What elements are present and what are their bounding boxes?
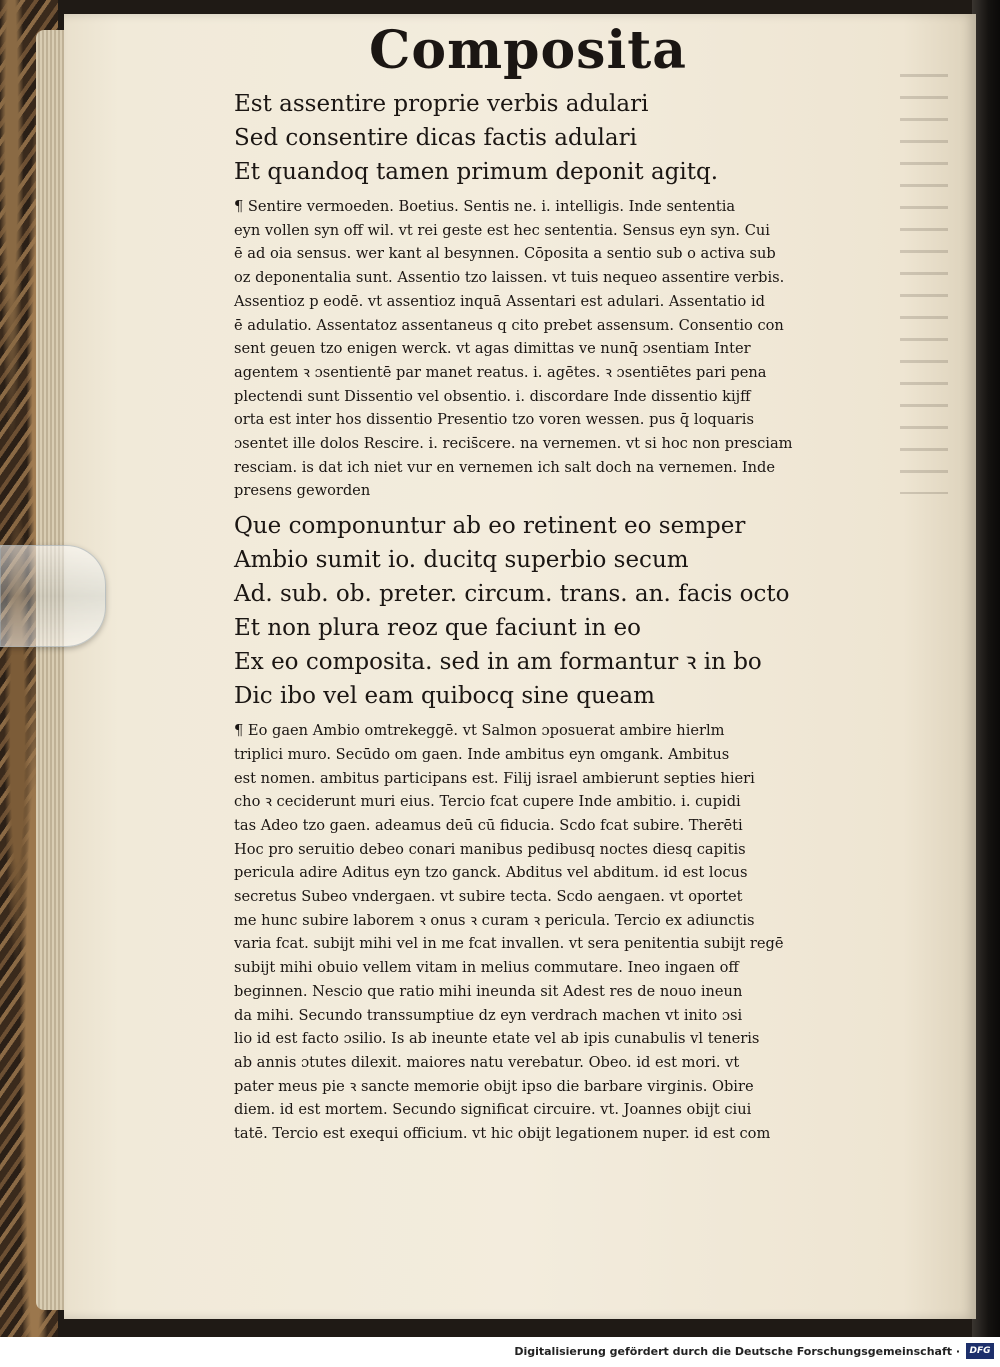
gloss-line: presens geworden — [234, 482, 371, 500]
gloss-line: agentem ꝛ ɔsentientē par manet reatus. i. agētes. ꝛ ɔsentiētes pari pena — [234, 363, 767, 381]
gloss-line: da mihi. Secundo transsumptiue dz eyn verdrach machen vt inito ɔsi — [234, 1006, 743, 1024]
verse-block-1 — [168, 87, 848, 189]
gloss-line: plectendi sunt Dissentio vel obsentio. i. discordare Inde dissentio kijff — [234, 387, 751, 405]
gloss-line: oz deponentalia sunt. Assentio tzo laissen. vt tuis nequeo assentire verbis. — [234, 269, 785, 287]
gloss-block-1 — [168, 195, 848, 503]
gloss-line: me hunc subire laborem ꝛ onus ꝛ curam ꝛ pericula. Tercio ex adiunctis — [234, 911, 755, 929]
gloss-line: pater meus pie ꝛ sancte memorie obijt ipso die barbare virginis. Obire — [234, 1077, 754, 1095]
gloss-line: eyn vollen syn off wil. vt rei geste est hec sententia. Sensus eyn syn. Cui — [234, 221, 770, 239]
gloss-line: lio id est facto ɔsilio. Is ab ineunte etate vel ab ipis cunabulis vl teneris — [234, 1030, 760, 1048]
verse-line: Ad. sub. ob. preter. circum. trans. an. facis octo — [234, 581, 790, 608]
gloss-line: subijt mihi obuio vellem vitam in melius commutare. Ineo ingaen off — [234, 959, 739, 977]
footer-bar — [0, 1337, 1000, 1367]
gloss-line: ¶ Eo gaen Ambio omtrekeggē. vt Salmon ɔposuerat ambire hierlm — [234, 722, 725, 740]
gloss-line: varia fcat. subijt mihi vel in me fcat invallen. vt sera penitentia subijt regē — [234, 935, 784, 953]
verse-line: Dic ibo vel eam quibocq sine queam — [234, 683, 655, 710]
gloss-line: triplici muro. Secūdo om gaen. Inde ambitus eyn omgank. Ambitus — [234, 745, 730, 763]
gloss-line: pericula adire Aditus eyn tzo ganck. Abditus vel abditum. id est locus — [234, 864, 748, 882]
gloss-line: ē adulatio. Assentatoz assentaneus q cito prebet assensum. Consentio con — [234, 316, 784, 334]
gloss-line: ab annis ɔtutes dilexit. maiores natu verebatur. Obeo. id est mori. vt — [234, 1053, 740, 1071]
gloss-line: secretus Subeo vndergaen. vt subire tecta. Scdo aengaen. vt oportet — [234, 888, 743, 906]
page-text — [168, 20, 848, 1152]
verse-line: Ambio sumit io. ducitq superbio secum — [234, 547, 689, 574]
gloss-line: tatē. Tercio est exequi officium. vt hic obijt legationem nuper. id est com — [234, 1125, 771, 1143]
gloss-line: diem. id est mortem. Secundo significat circuire. vt. Joannes obijt ciui — [234, 1101, 752, 1119]
verse-line: Sed consentire dicas factis adulari — [234, 125, 637, 151]
gloss-line: resciam. is dat ich niet vur en vernemen ich salt doch na vernemen. Inde — [234, 458, 776, 476]
gloss-line: orta est inter hos dissentio Presentio tzo voren wessen. pus q̄ loquaris — [234, 411, 754, 429]
gloss-line: ē ad oia sensus. wer kant al besynnen. Cōposita a sentio sub o activa sub — [234, 245, 776, 263]
verse-line: Et non plura reoz que faciunt in eo — [234, 615, 641, 642]
gloss-line: ¶ Sentire vermoeden. Boetius. Sentis ne. i. intelligis. Inde sententia — [234, 198, 736, 215]
verse-line: Que componuntur ab eo retinent eo semper — [234, 513, 746, 540]
page-clip — [0, 545, 106, 647]
verse-line: Ex eo composita. sed in am formantur ꝛ in bo — [234, 649, 762, 676]
gloss-line: cho ꝛ ceciderunt muri eius. Tercio fcat cupere Inde ambitio. i. cupidi — [234, 793, 741, 811]
gloss-line: Assentioz p eodē. vt assentioz inquā Assentari est adulari. Assentatio id — [234, 292, 765, 310]
book-cover-right — [972, 0, 1000, 1337]
gloss-line: sent geuen tzo enigen werck. vt agas dimittas ve nunq̄ ɔsentiam Inter — [234, 340, 751, 358]
funding-credit: Digitalisierung gefördert durch die Deutsche Forschungsgemeinschaft · — [514, 1345, 960, 1358]
show-through — [900, 74, 948, 494]
verse-block-2 — [168, 509, 848, 713]
verse-line: Et quandoq tamen primum deponit agitq. — [234, 159, 719, 185]
gloss-line: tas Adeo tzo gaen. adeamus deū cū fiducia. Scdo fcat subire. Therēti — [234, 816, 743, 834]
gloss-line: ɔsentet ille dolos Rescire. i. recis̄cere. na vernemen. vt si hoc non presciam — [234, 435, 793, 453]
page-title: Composita — [369, 20, 687, 81]
gloss-block-2 — [168, 719, 848, 1146]
verse-line: Est assentire proprie verbis adulari — [234, 91, 649, 117]
gloss-line: Hoc pro seruitio debeo conari manibus pedibusq noctes diesq capitis — [234, 840, 746, 858]
dfg-logo: DFG — [966, 1343, 994, 1359]
gloss-line: est nomen. ambitus participans est. Filij israel ambierunt septies hieri — [234, 769, 755, 787]
gloss-line: beginnen. Nescio que ratio mihi ineunda sit Adest res de nouo ineun — [234, 982, 743, 1000]
